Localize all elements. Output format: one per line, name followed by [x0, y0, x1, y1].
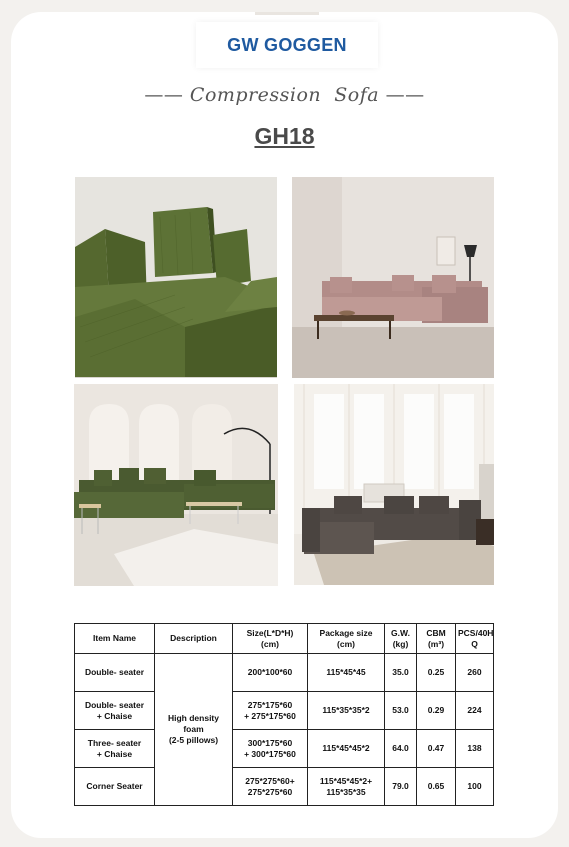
logo-top-line [255, 12, 319, 15]
header-gross-weight: G.W. (kg) [385, 624, 417, 654]
header-item-name: Item Name [75, 624, 155, 654]
brand-logo [196, 22, 378, 68]
cell-item: Double- seater [75, 654, 155, 692]
header-pcs: PCS/40H Q [456, 624, 494, 654]
cell-size: 275*175*60 + 275*175*60 [233, 692, 308, 730]
table-row [75, 692, 494, 730]
subtitle-dash-left: —— [144, 84, 184, 106]
table-row [75, 654, 494, 692]
model-number: GH18 [254, 123, 315, 149]
header-description: Description [155, 624, 233, 654]
cell-size: 200*100*60 [233, 654, 308, 692]
table-row [75, 768, 494, 806]
product-photo-grey-sectional [294, 384, 494, 585]
cell-item: Corner Seater [75, 768, 155, 806]
cell-package: 115*35*35*2 [308, 692, 385, 730]
header-cbm: CBM (m³) [417, 624, 456, 654]
table-row [75, 730, 494, 768]
cell-description: High density foam (2-5 pillows) [155, 654, 233, 806]
cell-item: Double- seater + Chaise [75, 692, 155, 730]
cell-cbm: 0.29 [417, 692, 456, 730]
cell-item: Three- seater + Chaise [75, 730, 155, 768]
table-header-row [75, 624, 494, 654]
brand-logo-text: GW GOGGEN [227, 34, 347, 55]
header-size: Size(L*D*H) (cm) [233, 624, 308, 654]
product-subtitle [0, 84, 569, 106]
header-package-size: Package size (cm) [308, 624, 385, 654]
cell-cbm: 0.47 [417, 730, 456, 768]
cell-pcs: 224 [456, 692, 494, 730]
product-photo-green-chaise [75, 177, 277, 378]
cell-gw: 64.0 [385, 730, 417, 768]
product-photo-pink-sectional [292, 177, 494, 378]
cell-size: 300*175*60 + 300*175*60 [233, 730, 308, 768]
cell-gw: 53.0 [385, 692, 417, 730]
cell-pcs: 260 [456, 654, 494, 692]
spec-table [74, 623, 494, 806]
product-photo-green-corner [74, 384, 278, 586]
cell-cbm: 0.65 [417, 768, 456, 806]
subtitle-text: Compression Sofa [189, 84, 380, 106]
cell-cbm: 0.25 [417, 654, 456, 692]
cell-package: 115*45*45*2+ 115*35*35 [308, 768, 385, 806]
cell-gw: 79.0 [385, 768, 417, 806]
cell-package: 115*45*45*2 [308, 730, 385, 768]
cell-pcs: 100 [456, 768, 494, 806]
cell-package: 115*45*45 [308, 654, 385, 692]
subtitle-dash-right: —— [385, 84, 425, 106]
cell-pcs: 138 [456, 730, 494, 768]
cell-size: 275*275*60+ 275*275*60 [233, 768, 308, 806]
cell-gw: 35.0 [385, 654, 417, 692]
